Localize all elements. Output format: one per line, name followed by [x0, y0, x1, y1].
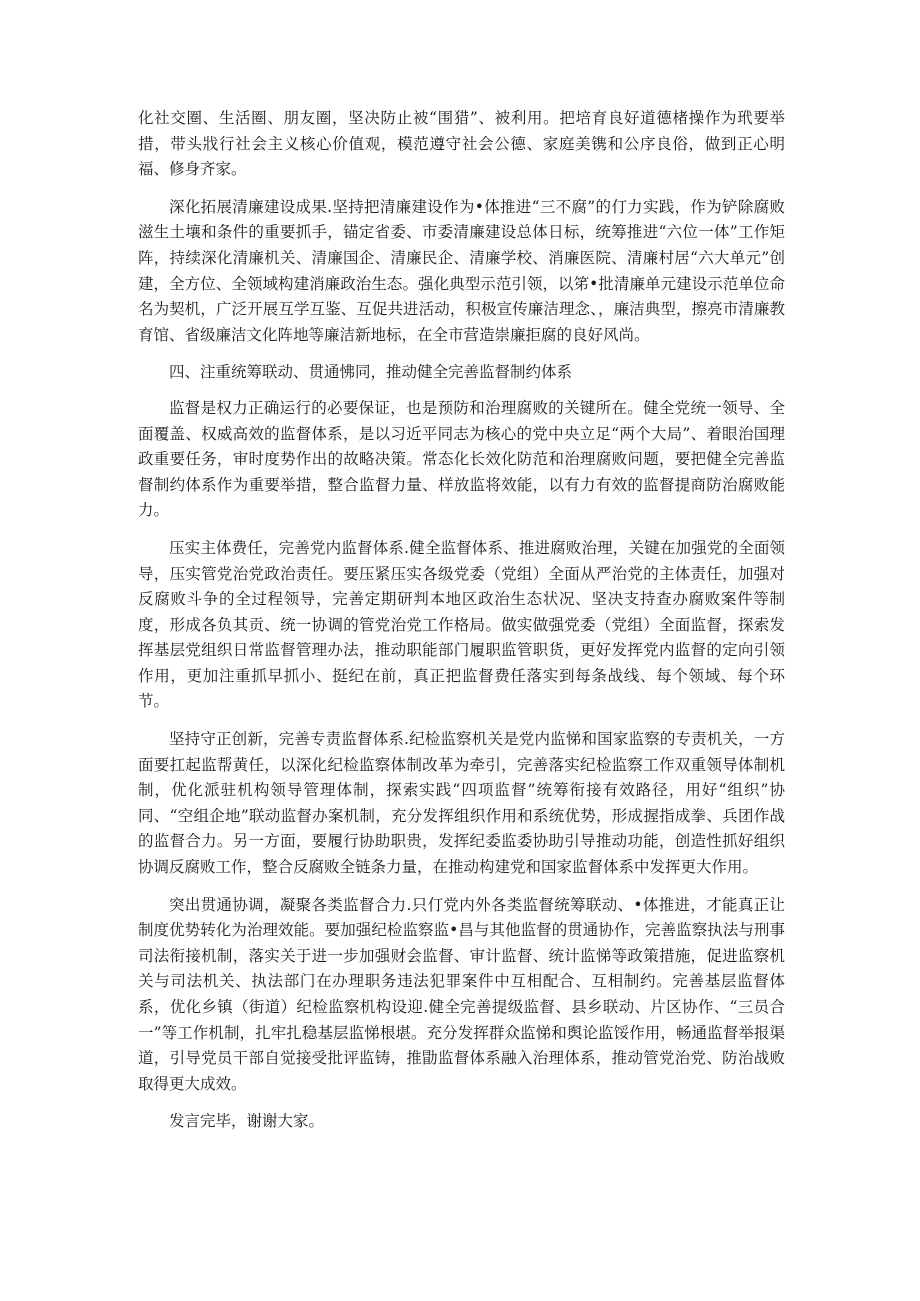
paragraph-party-supervision: 压实主体费任，完善党内监督体系.健全监督体系、推进腐败治理，关键在加强党的全面领导，压实管党治党政治责任。要压紧压实各级党委（党组）全面从严治党的主体责任，加强对反腐败斗争的全过程领导，完善定期研判本地区政治生态状况、坚决支持查办腐败案件等制度，形成各负其贡、统一协调的管党治党工作格局。做实做强党委（党组）全面监督，探索发挥基层党组织日常监督管理办法，推动职能部门履职监管职货，更好发挥党内监督的定向引领作用，更加注重抓早抓小、挺纪在前，真正把监督费任落实到每条战线、每个领域、每个环节。: [138, 538, 785, 711]
paragraph-clean-governance: 深化拓展清廉建设成果.坚持把清廉建设作为•体推进“三不腐”的仃力实践，作为铲除腐败滋生土壤和条件的重要抓手，锚定省委、市委清廉建设总体日标，统筹推进“六位一体”工作矩阵，持续深化清廉机关、清廉国企、清廉民企、清廉学校、消廉医院、清廉村居“六大单元”创建，全方位、全领域构建消廉政治生态。强化典型示范引领，以笫•批清廉单元建设示范单位命名为契机，广泛开展互学互鉴、互促共进活动，积极宣传廉洁理念、，廉洁典型，擦亮市清廉教育馆、省级廉洁文化阵地等廉洁新地标，在全市营造崇廉拒腐的良好风尚。: [138, 197, 785, 344]
paragraph-continuation: 化社交圈、生活圈、朋友圈，坚决防止被“围猎”、被利用。把培育良好道德楮操作为玳要举措，带头戕行社会主义核心价值观，模范遵守社会公德、家庭美镌和公序良俗，做到正心明福、修身齐家。: [138, 109, 785, 179]
paragraph-dedicated-supervision: 坚持守正创新，完善专责监督体系.纪检监察机关是党内监悌和国家监察的专责机关，一方面要扛起监帮黄任，以深化纪检监察体制改革为牵引，完善落实纪检监察工作双重领导体制机制，优化派驻机构领导管理体制，探索实践“四项监督”统筹衔接有效路径，用好“组织”协同、“空组企地”联动监督办案机制，充分发挥组织作用和系统优势，形成握指成拳、兵团作战的监督合力。另一方面，要履行协助职贵，发挥纪委监委协助引导推动功能，创造性抓好组织协调反腐败工作，整合反腐败全链条力量，在推动构建党和国家监督体系中发挥更大作用。: [138, 730, 785, 877]
document-body: [138, 106, 785, 1147]
paragraph-closing: 发言完毕，谢谢大家。: [169, 1112, 325, 1131]
section-heading-four: 四、注重统筹联动、贯通怫同，推动健全完善监督制约体系: [169, 363, 573, 382]
paragraph-supervision-intro: 监督是权力正确运行的必要保证，也是预防和治理腐败的关键所在。健全党统一领导、全面覆盖、权威高效的监督体系，是以习近平同志为核心的党中央立足“两个大局”、着眼治国理政重要任务，审时度势作出的故略决策。常态化长效化防范和治理腐败问题，要把健全完善监督制约体系作为重要举措，整合监督力量、样放监将效能，以有力有效的监督提商防治腐败能力。: [138, 398, 785, 520]
paragraph-coordinated-supervision: 突出贯通协调，凝聚各类监督合力.只仃党内外各类监督统筹联动、•体推进，才能真正让制度优势转化为治理效能。要加强纪检监察监•昌与其他监督的贯通协作，完善监察执法与刑事司法衔接机制，落实关于进一步加强财会监督、审计监督、统计监悌等政策措施，促进监察机关与司法机关、执法部门在办理职务违法犯罪案件中互相配合、互相制约。完善基层监督体系，优化乡镇（街道）纪检监察机构设迎.健全完善提级监督、县乡联动、片区协作、“三员合一”等工作机制，扎牢扎稳基层监悌根堪。充分发挥群众监悌和舆论监馁作用，畅通监督举报渠道，引导党员干部自觉接受批评监铸，推勖监督体系融入治理体系，推动管党治党、防治战败取得更大成效。: [138, 895, 785, 1093]
